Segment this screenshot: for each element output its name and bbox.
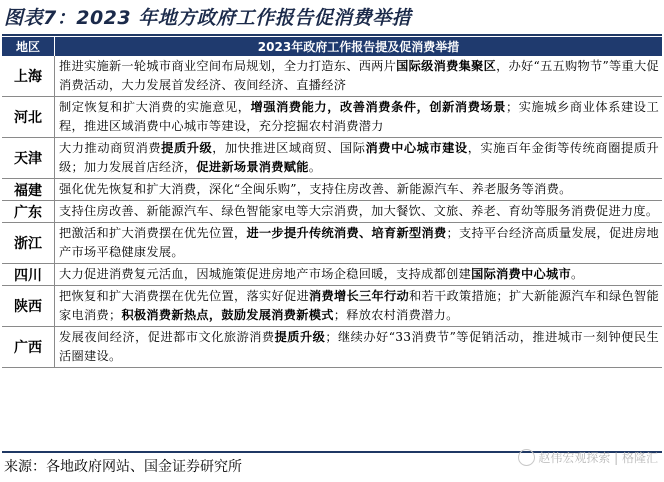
measures-cell xyxy=(55,223,663,264)
region-cell: 天津 xyxy=(2,138,55,179)
highlighted-measure: 进一步提升传统消费、培育新型消费 xyxy=(246,226,447,240)
measure-text: ，加快推进区域商贸、国际 xyxy=(212,141,366,155)
highlighted-measure: 积极消费新热点，鼓励发展消费新模式 xyxy=(121,308,334,322)
table-row xyxy=(2,264,662,286)
region-cell: 四川 xyxy=(2,264,55,286)
table-row xyxy=(2,179,662,201)
measure-text: 大力推动商贸消费 xyxy=(59,141,162,155)
region-cell: 广西 xyxy=(2,327,55,368)
measure-text: 发展夜间经济，促进都市文化旅游消费 xyxy=(59,330,275,344)
region-cell: 河北 xyxy=(2,97,55,138)
measure-text: ；释放农村消费潜力。 xyxy=(333,308,459,322)
top-rule xyxy=(2,34,662,36)
highlighted-measure: 国际消费中心城市 xyxy=(471,267,571,281)
measures-cell xyxy=(55,201,663,223)
table-row xyxy=(2,201,662,223)
measure-text: 和若干政策措施；扩大新能源汽车和绿色智能家电消费； xyxy=(59,289,660,322)
measures-cell xyxy=(55,56,663,97)
watermark-text: 赵伟宏观探索 | 格隆汇 xyxy=(538,451,658,465)
figure-title: 图表7：2023 年地方政府工作报告促消费举措 xyxy=(4,7,412,29)
header-measures: 2023年政府工作报告提及促消费举措 xyxy=(55,37,663,56)
measure-text: 支持住房改善、新能源汽车、绿色智能家电等大宗消费，加大餐饮、文旅、养老、育幼等服务消费促进力度。 xyxy=(59,204,659,218)
measure-text: ，实施百年金街等传统商圈提质升级；加力发展首店经济， xyxy=(59,141,659,174)
measures-cell xyxy=(55,286,663,327)
highlighted-measure: 消费增长三年行动 xyxy=(309,289,410,303)
measure-text: 推进实施新一轮城市商业空间布局规划，全力打造东、西两片 xyxy=(59,59,397,73)
measure-text: ；继续办好“33消费节”等促销活动，推进城市一刻钟便民生活圈建设。 xyxy=(59,330,660,363)
measure-text: ，办好“五五购物节”等重大促消费活动，大力发展首发经济、夜间经济、直播经济 xyxy=(59,59,659,92)
measures-cell xyxy=(55,97,663,138)
header-region: 地区 xyxy=(2,37,55,56)
measures-cell xyxy=(55,327,663,368)
table-row xyxy=(2,327,662,368)
measure-text: ；实施城乡商业体系建设工程，推进区域消费中心城市等建设，充分挖掘农村消费潜力 xyxy=(59,100,659,133)
highlighted-measure: 国际级消费集聚区 xyxy=(396,59,497,73)
region-cell: 上海 xyxy=(2,56,55,97)
region-cell: 陕西 xyxy=(2,286,55,327)
highlighted-measure: 消费中心城市建设 xyxy=(365,141,468,155)
measure-text: 把恢复和扩大消费摆在优先位置，落实好促进 xyxy=(59,289,310,303)
measure-text: 。 xyxy=(308,160,322,174)
highlighted-measure: 增强消费能力，改善消费条件，创新消费场景 xyxy=(250,100,507,114)
measures-cell xyxy=(55,179,663,201)
wechat-icon xyxy=(518,449,535,466)
table-row xyxy=(2,56,662,97)
measures-cell xyxy=(55,138,663,179)
measures-cell xyxy=(55,264,663,286)
region-cell: 广东 xyxy=(2,201,55,223)
measure-text: 。 xyxy=(571,267,584,281)
measure-text: 把激活和扩大消费摆在优先位置， xyxy=(59,226,247,240)
measure-text: ；支持平台经济高质量发展，促进房地产市场平稳健康发展。 xyxy=(59,226,659,259)
region-cell: 浙江 xyxy=(2,223,55,264)
measure-text: 大力促进消费复元活血，因城施策促进房地产市场企稳回暖，支持成都创建 xyxy=(59,267,472,281)
table-header-row xyxy=(2,37,662,56)
region-cell: 福建 xyxy=(2,179,55,201)
highlighted-measure: 促进新场景消费赋能 xyxy=(196,160,309,174)
measure-text: 制定恢复和扩大消费的实施意见， xyxy=(59,100,251,114)
highlighted-measure: 提质升级 xyxy=(274,330,326,344)
watermark xyxy=(518,449,658,466)
table-row xyxy=(2,97,662,138)
table-row xyxy=(2,223,662,264)
table-row xyxy=(2,138,662,179)
measure-text: 强化优先恢复和扩大消费，深化“全闽乐购”，支持住房改善、新能源汽车、养老服务等消费。 xyxy=(59,182,572,196)
table-row xyxy=(2,286,662,327)
highlighted-measure: 提质升级 xyxy=(161,141,213,155)
policy-table xyxy=(2,37,662,368)
source-note: 来源：各地政府网站、国金证券研究所 xyxy=(4,459,242,475)
